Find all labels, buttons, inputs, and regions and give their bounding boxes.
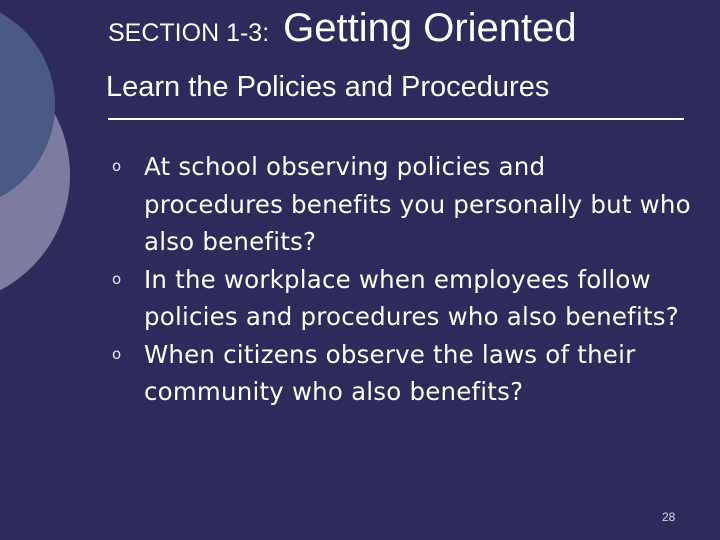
bullet-item [112,336,692,411]
bullet-item [112,148,692,261]
bullet-text: When citizens observe the laws of their community who also benefits? [144,339,636,406]
title-divider [108,118,684,120]
page-number: 28 [662,510,676,524]
bullet-item [112,261,692,336]
bullet-marker-icon: o [112,269,122,288]
bullet-marker-icon: o [112,344,122,363]
title-section-label: SECTION 1-3: [108,19,270,47]
slide-subtitle: Learn the Policies and Procedures [106,71,550,103]
bullet-text: At school observing policies and procedures benefits you personally but who also benefits? [144,152,691,256]
slide-title [108,8,577,48]
title-main-text: Getting Oriented [283,6,577,50]
bullet-list [112,148,692,411]
bullet-text: In the workplace when employees follow policies and procedures who also benefits? [144,264,679,331]
bullet-marker-icon: o [112,157,122,175]
